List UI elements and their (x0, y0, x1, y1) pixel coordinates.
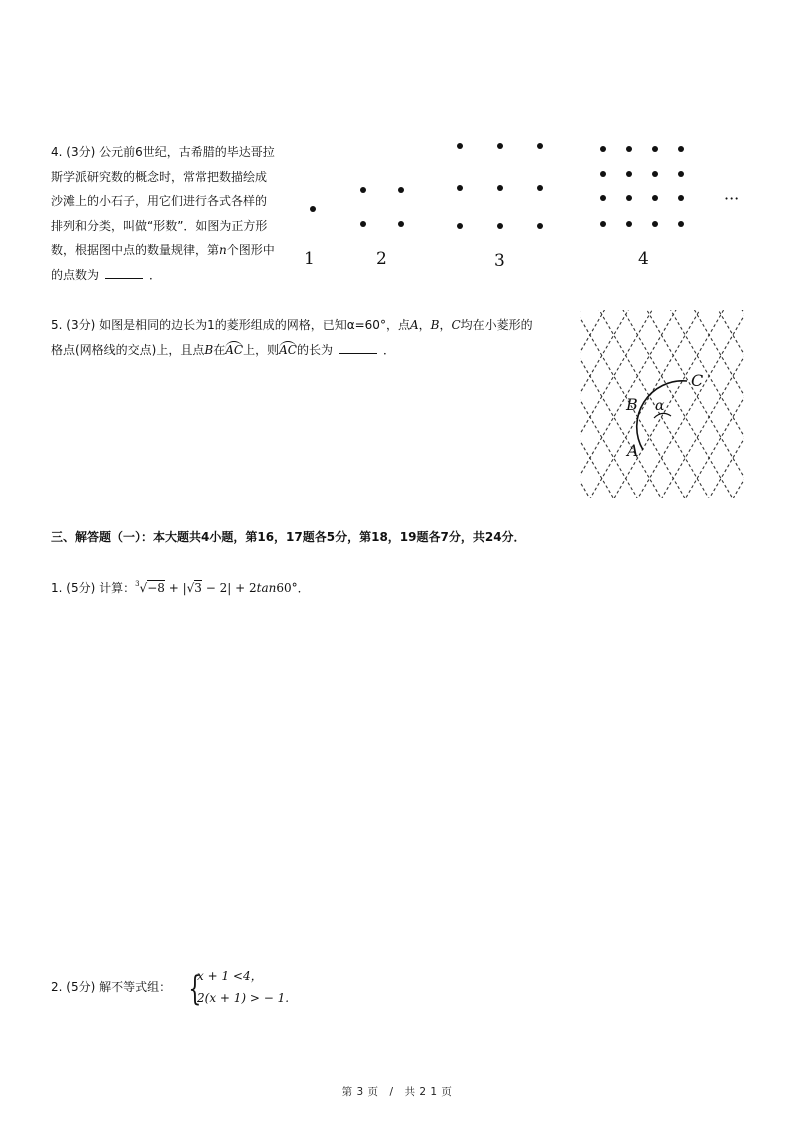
p1-end: ． (297, 581, 310, 595)
p1-root-sign: √ (139, 581, 148, 595)
q5-line-1a: 5. (3分) 如图是相同的边长为1的菱形组成的网格，已知α=60°，点 (51, 318, 410, 332)
q5-sep-1: ， (418, 318, 431, 332)
grid-line (580, 310, 744, 412)
q5-point-c: C (451, 318, 461, 332)
figure-2-dots (360, 187, 404, 227)
q5-end: ． (382, 342, 395, 357)
figure-1-dots (310, 206, 316, 212)
q5-sep-2: ， (439, 318, 452, 332)
p1-tan: tan (256, 581, 277, 595)
p1-degree: 60° (276, 581, 298, 595)
q5-arc-ac-1: AC (225, 342, 244, 357)
q5-arc-ac-2: AC (279, 342, 297, 357)
q5-line-2d: 的长为 (296, 342, 333, 357)
q5-line-2 (51, 338, 591, 363)
q5-line-1b: 均在小菱形的 (460, 318, 533, 332)
grid-line (580, 310, 744, 330)
p1-sqrt (187, 580, 202, 595)
q4-line-4: 排列和分类，叫做“形数”．如图为正方形 (51, 218, 268, 233)
p1-sqrt-sign: √ (186, 581, 195, 595)
q4-line-2: 斯学派研究数的概念时，常常把数描绘成 (51, 169, 268, 184)
p2-prefix: 2. (5分) 解不等式组： (51, 980, 172, 994)
p1-root-index: 3 (135, 580, 140, 588)
p1-prefix: 1. (5分) 计算： (51, 581, 136, 595)
q5-line-2c: 上，则 (243, 342, 280, 357)
figure-3-dots (457, 143, 543, 229)
q4-var-n: n (219, 243, 227, 257)
grid-label-a: A (627, 441, 639, 460)
figure-label-4: 4 (638, 249, 649, 269)
figure-4-dots (600, 146, 684, 227)
q5-point-b: B (430, 318, 440, 332)
q4-answer-blank (105, 266, 143, 279)
figure-label-2: 2 (376, 249, 387, 269)
q4-line-6a: 的点数为 (51, 267, 100, 282)
q4-line-3: 沙滩上的小石子，用它们进行各式各样的 (51, 194, 268, 208)
p1-plus: + | (164, 581, 187, 595)
q5-point-b-2: B (204, 342, 214, 357)
q4-line-5a: 数，根据图中点的数量规律，第 (51, 243, 220, 257)
q5-answer-blank (339, 341, 377, 354)
p1-rest: − 2| + 2 (201, 581, 257, 595)
p1-radicand: −8 (147, 581, 165, 595)
rhombus-grid-figure (580, 310, 744, 498)
grid-label-alpha: α (655, 398, 665, 414)
square-numbers-figure (296, 132, 746, 274)
grid-label-b: B (626, 395, 638, 414)
problem-1 (51, 572, 310, 601)
q4-line-5 (51, 238, 301, 263)
p2-inequality-2: 2(x + 1) > − 1. (197, 991, 290, 1005)
q5-line-2b: 在 (213, 342, 226, 357)
q4-end: ． (149, 267, 162, 282)
grid-line (580, 310, 744, 451)
q5-point-a: A (409, 318, 419, 332)
p2-inequality-1: x + 1 <4， (197, 969, 263, 983)
section-3-heading: 三、解答题（一）：本大题共4小题，第16，17题各5分，第18，19题各7分，共24分． (51, 530, 526, 544)
question-4 (51, 140, 301, 287)
question-5 (51, 313, 591, 362)
grid-line (580, 310, 744, 453)
p1-cube-root (135, 581, 165, 595)
q5-line-1 (51, 313, 591, 338)
figure-label-3: 3 (494, 251, 505, 271)
p2-brace: { (188, 969, 202, 1009)
p1-sqrt-arg: 3 (194, 581, 202, 595)
figure-ellipsis: ··· (724, 189, 740, 208)
figure-label-1: 1 (304, 249, 315, 269)
q4-line-6 (51, 263, 301, 288)
page-footer: 第 3 页 / 共 2 1 页 (341, 1086, 453, 1098)
grid-label-c: C (691, 371, 704, 390)
q4-line-5b: 个图形中 (226, 243, 275, 257)
q4-line-1: 4. (3分) 公元前6世纪，古希腊的毕达哥拉 (51, 145, 275, 159)
q5-line-2a: 格点(网格线的交点)上，且点 (51, 342, 205, 357)
